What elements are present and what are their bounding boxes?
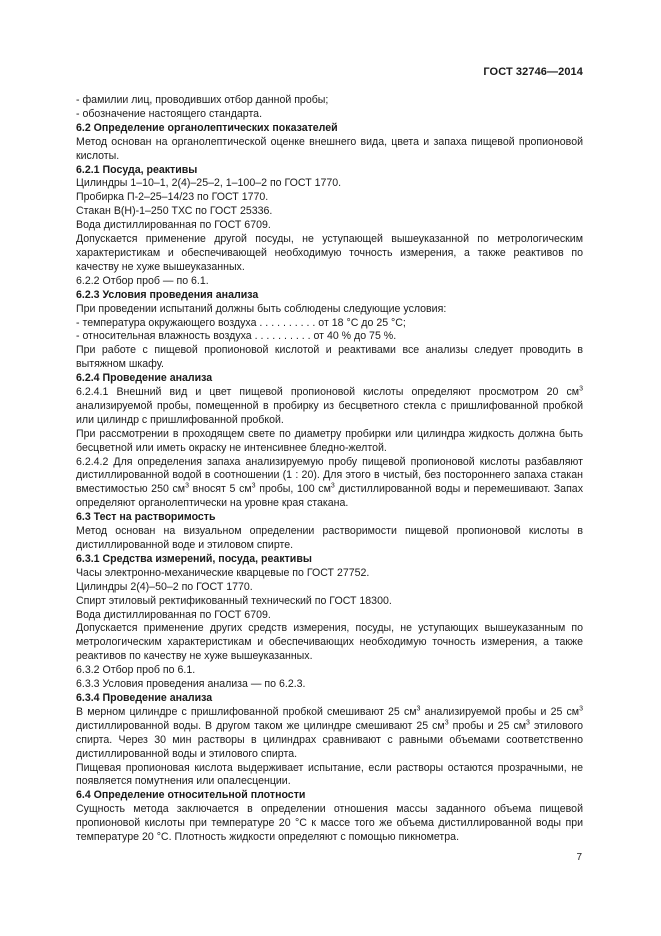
paragraph: Пробирка П-2–25–14/23 по ГОСТ 1770. [76, 191, 269, 204]
text-run: пробы, 100 см [255, 483, 331, 496]
section-heading-6-3-1: 6.3.1 Средства измерений, посуда, реактивы [76, 552, 312, 565]
section-heading-6-4: 6.4 Определение относительной плотности [76, 789, 306, 802]
paragraph [76, 706, 583, 762]
paragraph: Спирт этиловый ректификованный технический по ГОСТ 18300. [76, 594, 392, 607]
superscript: 3 [526, 719, 530, 727]
superscript: 3 [444, 719, 449, 727]
section-heading-6-3-4: 6.3.4 Проведение анализа [76, 691, 213, 704]
superscript: 3 [579, 705, 583, 713]
paragraph: При работе с пищевой пропионовой кислотой и реактивами все анализы следует проводить в вытяжном шкафу. [76, 344, 583, 371]
superscript: 3 [416, 705, 421, 713]
section-heading-6-2-3: 6.2.3 Условия проведения анализа [76, 288, 259, 301]
page-number: 7 [576, 852, 582, 863]
text-run: 6.2.4.1 Внешний вид и цвет пищевой пропионовой кислоты определяют просмотром 20 см [76, 386, 580, 399]
superscript: 3 [251, 482, 256, 490]
text-run: пробы и 25 см [448, 719, 527, 732]
paragraph: Допускается применение других средств измерения, посуды, не уступающих вышеуказанным по метрологическим характеристикам и обеспечивающих необходимую точность измерения, а также реактивов по качеству не хуже вышеуказанных. [76, 622, 583, 663]
text-run: вносят 5 см [189, 483, 252, 496]
list-item: - относительная влажность воздуха . . . . . . . . . . от 40 % до 75 %. [76, 330, 397, 343]
paragraph: Цилиндры 2(4)–50–2 по ГОСТ 1770. [76, 580, 253, 593]
paragraph: 6.2.2 Отбор проб — по 6.1. [76, 274, 209, 287]
superscript: 3 [330, 482, 335, 490]
superscript: 3 [185, 482, 189, 490]
paragraph: Пищевая пропионовая кислота выдерживает испытание, если растворы остаются прозрачными, не появляется помутнения или опалесценции. [76, 761, 583, 788]
paragraph: 6.3.2 Отбор проб по 6.1. [76, 664, 196, 677]
text-run: анализируемой пробы и 25 см [420, 705, 580, 718]
paragraph: Метод основан на визуальном определении растворимости пищевой пропионовой кислоты в дистиллированной воде и этиловом спирте. [76, 525, 583, 551]
section-heading-6-2-4: 6.2.4 Проведение анализа [76, 372, 213, 385]
list-item: - обозначение настоящего стандарта. [76, 107, 263, 120]
paragraph: Метод основан на органолептической оценке внешнего вида, цвета и запаха пищевой пропионовой кислоты. [76, 135, 583, 162]
document-body [76, 94, 583, 845]
section-heading-6-3: 6.3 Тест на растворимость [76, 511, 216, 524]
paragraph [76, 386, 583, 428]
paragraph [76, 456, 583, 512]
section-heading-6-2-1: 6.2.1 Посуда, реактивы [76, 163, 198, 176]
document-code: ГОСТ 32746—2014 [483, 66, 583, 78]
text-run: этилового спирта. Через 30 мин растворы в цилиндрах сравнивают с равными объемами соответственно дистиллированной воды и этилового спирта. [76, 719, 583, 760]
superscript: 3 [579, 385, 583, 393]
paragraph: Вода дистиллированная по ГОСТ 6709. [76, 219, 271, 232]
paragraph: При проведении испытаний должны быть соблюдены следующие условия: [76, 302, 447, 315]
paragraph: Цилиндры 1–10–1, 2(4)–25–2, 1–100–2 по ГОСТ 1770. [76, 177, 342, 190]
text-run: В мерном цилиндре с пришлифованной пробкой смешивают 25 см [76, 705, 417, 718]
list-item: - фамилии лиц, проводивших отбор данной пробы; [76, 94, 329, 106]
text-run: дистиллированной воды. В другом таком же цилиндре смешивают 25 см [76, 719, 445, 732]
list-item: - температура окружающего воздуха . . . . . . . . . . от 18 °С до 25 °С; [76, 316, 406, 329]
text-run: анализируемой пробы, помещенной в пробирку из бесцветного стекла с пришлифованной пробкой или цилиндр с пришлифованной пробкой. [76, 399, 583, 426]
paragraph: Вода дистиллированная по ГОСТ 6709. [76, 608, 271, 621]
text-run: 6.2.4.2 Для определения запаха анализируемую пробу пищевой пропионовой кислоты разбавляют дистиллированной водой в соотношении (1 : 20). Для этого в чистый, без постороннего запаха стакан вместимостью 250 см [76, 455, 583, 496]
paragraph: Стакан В(Н)-1–250 ТХС по ГОСТ 25336. [76, 205, 273, 218]
text-run: дистиллированной воды и перемешивают. Запах определяют органолептически на уровне края стакана. [76, 483, 583, 510]
paragraph: Сущность метода заключается в определении отношения массы заданного объема пищевой пропионовой кислоты при температуре 20 °С к массе того же объема дистиллированной воды при температуре 20 °С. Плотность жидкости определяют с помощью пикнометра. [76, 803, 583, 844]
paragraph: При рассмотрении в проходящем свете по диаметру пробирки или цилиндра жидкость должна быть бесцветной или иметь окраску не интенсивнее бледно-желтой. [76, 427, 583, 454]
paragraph: Часы электронно-механические кварцевые по ГОСТ 27752. [76, 566, 370, 579]
section-heading-6-2: 6.2 Определение органолептических показателей [76, 121, 338, 134]
paragraph: Допускается применение другой посуды, не уступающей вышеуказанной по метрологическим характеристикам и обеспечивающей необходимую точность измерения, а также реактивов по качеству не хуже вышеуказанных. [76, 233, 583, 273]
paragraph: 6.3.3 Условия проведения анализа — по 6.2.3. [76, 678, 306, 691]
